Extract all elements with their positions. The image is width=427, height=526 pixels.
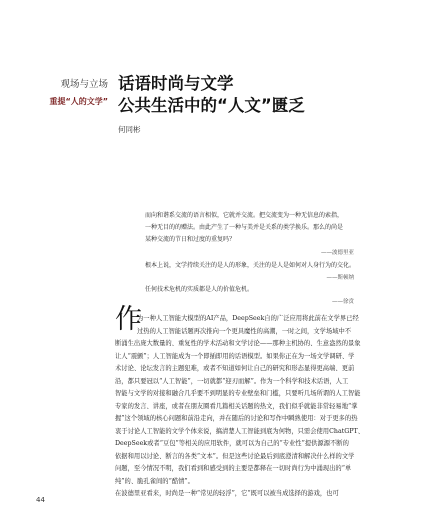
body-line: 衷于讨论人工智能的文学个体来说，搞清楚人工智能到底为何物，只需会使用ChatGPT、 xyxy=(115,427,365,435)
epigraph-2-attribution: ——斯顿纳 xyxy=(326,275,354,281)
epigraph-line: 一种无目的的赠法。由此产生了一种与美并是关系的类学换乐。那么的尚是 xyxy=(145,224,344,231)
author: 何同彬 xyxy=(118,125,141,134)
page-number: 44 xyxy=(36,496,45,504)
body-line: 纯”的、脆孔雀间的“酷情”。 xyxy=(115,477,194,485)
body-line: DeepSeek或者“豆包”等相关的应用软件，就可以为自己的“专业性”提供源源不断的 xyxy=(115,440,349,447)
body-text xyxy=(115,313,365,501)
epigraph-line: 某种交流的节日和过度的重复吗？ xyxy=(145,236,236,243)
title-line-1: 话语时尚与文学 xyxy=(118,74,234,93)
epigraph-1-attribution: ——波德里亚 xyxy=(320,250,354,256)
article-title xyxy=(118,73,305,117)
body-line: 术讨论、论坛发言的主题犯难，或者不知道如何让自己的研究和形态显得更高端、更前 xyxy=(115,365,355,372)
body-line: 智能与文学的对接和融合几乎要不到明显的专业壁垒和门槛，只要听几场所谓的人工智能 xyxy=(115,390,361,397)
dropcap: 作 xyxy=(115,304,142,335)
body-line: 过热的人工智能话题再次推向一个更具魔性的高潮，一时之间，文学场域中不 xyxy=(137,327,352,335)
body-line: 依据和用以讨论、断言的各类“文本”。但是这些讨论最后到底澄清和解决什么样的文学 xyxy=(115,452,355,460)
body-line: 让人“震颤”；人工智能成为一个即插即用的话语模型。如果你正在为一场文学调研、学 xyxy=(115,352,355,360)
epigraph-3 xyxy=(145,284,355,296)
epigraph-line: 任何技术危机的实质都是人的价值危机。 xyxy=(145,286,254,293)
section-tag xyxy=(49,76,108,107)
body-line: 断涌生出庞大数量的、重复性的学术活动和文学讨论——那种主机协的、生意盎然的景象 xyxy=(115,340,361,347)
epigraph-line: 而向和谐系交流的语言相似，它就并交流。把交流变为一种无信息的索指， xyxy=(145,212,344,219)
title-line-2: 公共生活中的“人文”匮乏 xyxy=(118,96,305,115)
epigraph-3-attribution: ——徐贲 xyxy=(331,299,354,305)
section-label: 观场与立场 xyxy=(60,79,108,90)
epigraph-line: 根本上说，文学持续关注的是人的形象，关注的是人是如何对人身行为的交化。 xyxy=(145,262,355,269)
body-line: 握”这个领域的核心问题和前沿走向，并在随后的讨论和写作中瞬熟使用：对于更多的热 xyxy=(115,415,358,422)
body-line: 专家的发言、讲座，或者在朋友圈看几篇相关话题的热文，我们似乎就能非常轻易地“掌 xyxy=(115,402,358,410)
epigraph-2 xyxy=(145,260,355,272)
epigraph-1 xyxy=(145,210,355,246)
body-line: 在波德里亚看来，时尚是一种“常见的轻浮”，它“既可以被当成选择的游戏，也可 xyxy=(115,490,339,497)
body-line: 沿，都只要冠以“人工智能”，一切就都“迎刃而解”。作为一个科学和技术话语，人工 xyxy=(115,377,349,385)
section-sublabel: 重提“人的文学” xyxy=(49,97,108,106)
body-line: 为一种人工智能大模型的AI产品，DeepSeek自的广泛应用将此前在文学界已经 xyxy=(137,315,359,322)
body-line: 问题，至今情况不明，我们看到和感受到的主要是都释在一切时尚行为中涌现出的“单 xyxy=(115,465,352,472)
